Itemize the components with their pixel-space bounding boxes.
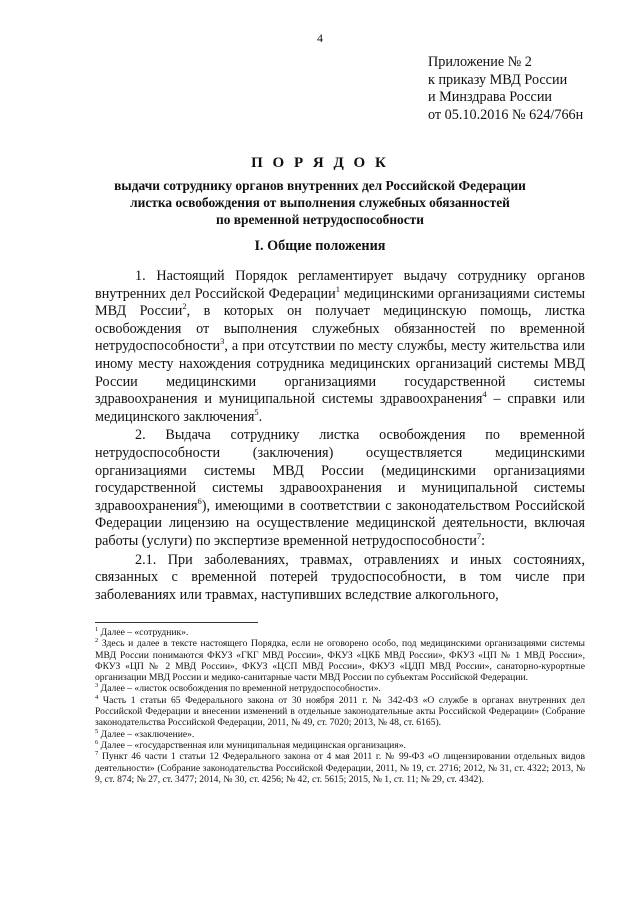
appendix-line: Приложение № 2 [428,54,532,70]
subtitle-line: выдачи сотруднику органов внутренних дел Российской Федерации [114,178,526,193]
footnote-ref: 6 [197,495,202,506]
footnote [95,740,585,751]
text-run: , в которых он получает медицинскую помощь, листка освобождения от выполнения служебных обязанностей по временной нетрудоспособности [95,303,585,355]
subtitle-line: по временной нетрудоспособности [216,212,424,227]
footnote-number: 4 [95,693,99,701]
text-run: – справки или медицинского заключения [95,391,586,425]
text-run: . [258,408,263,425]
footnote-text: Здесь и далее в тексте настоящего Порядка, если не оговорено особо, под медицинскими организациями системы МВД России понимаются ФКУЗ «ГКГ МВД России», ФКУЗ «ЦКБ МВД России», ФКУЗ «ЦП № 1 МВД России», ФКУЗ «ЦП № 2 МВД России», ФКУЗ «ЦСП МВД России», ФКУЗ «ЦДП МВД России», санаторно-курортные организации МВД России и медико-санитарные части МВД России по субъектам Российской Федерации. [95,638,585,684]
text-run: : [481,532,486,549]
appendix-line: от 05.10.2016 № 624/766н [428,106,584,123]
document-title: П О Р Я Д О К [251,155,389,171]
footnote-ref: 7 [476,530,482,541]
footnote-text: Пункт 46 части 1 статьи 12 Федерального закона от 4 мая 2011 г. № 99-ФЗ «О лицензировании отдельных видов деятельности» (Собрание законодательства Российской Федерации, 2011, № 19, ст. 2716; 2012, № 31, ст. 4322; 2013, № 9, ст. 874; № 27, ст. 3477; 2014, № 30, ст. 4256; № 42, ст. 5615; 2015, № 1, ст. 11; № 29, ст. 4342). [95,751,585,785]
appendix-line: и Минздрава России [428,89,553,106]
footnote-ref: 4 [482,389,487,400]
paragraph-3: 2.1. При заболеваниях, травмах, отравлениях и иных состояниях, связанных с временной потерей трудоспособности, в том числе при заболеваниях или травмах, наступивших вследствие алкогольного, [95,551,585,603]
footnote-text: Часть 1 статьи 65 Федерального закона от 30 ноября 2011 г. № 342-ФЗ «О службе в органах внутренних дел Российской Федерации и внесении изменений в отдельные законодательные акты Российской Федерации» (Собрание законодательства Российской Федерации, 2011, № 49, ст. 7020; 2013, № 48, ст. 6165). [95,694,585,729]
section-heading: I. Общие положения [254,238,386,254]
footnote-number: 7 [95,750,99,758]
subtitle-line: листка освобождения от выполнения служебных обязанностей [130,195,510,210]
page-number: 4 [317,31,323,45]
appendix-block [428,54,583,124]
text-run: , а при отсутствии по месту службы, месту жительства или иному месту нахождения сотрудника медицинских организаций системы МВД России медицинскими организациями государственной системы здравоохранения и муниципальной системы здравоохранения [95,338,585,408]
paragraph-2 [95,427,585,550]
main-text [95,268,585,604]
footnote [95,638,585,683]
footnote-text: Далее – «заключение». [98,728,195,740]
footnote-number: 2 [95,637,99,645]
footnote-text: Далее – «листок освобождения по временной нетрудоспособности». [98,683,381,695]
footnote-number: 5 [95,727,99,735]
footnote-text: Далее – «сотрудник». [98,627,189,638]
text-run: 2. Выдача сотруднику листка освобождения по временной нетрудоспособности (заключения) осуществляется медицинскими организациями системы МВД России (медицинскими организациями государственной системы здравоохранения и муниципальной системы здравоохранения [95,427,585,514]
text-run: медицинскими организациями системы МВД России [95,285,585,320]
footnote-number: 1 [95,626,99,633]
footnote [95,627,585,638]
footnote-number: 6 [95,738,99,746]
paragraph-1 [95,268,585,426]
footnote-ref: 2 [182,301,187,312]
footnote [95,729,585,740]
footnote [95,683,585,694]
footnotes [95,627,585,785]
document-subtitle [90,177,550,228]
footnote-ref: 1 [335,283,340,294]
footnote-ref: 3 [220,336,225,347]
footnote-separator [95,622,258,623]
footnote [95,751,585,785]
appendix-line: к приказу МВД России [428,71,568,88]
footnote-ref: 5 [254,406,259,417]
footnote-text: Далее – «государственная или муниципальная медицинская организация». [98,739,406,751]
text-run: 1. Настоящий Порядок регламентирует выдачу сотруднику органов внутренних дел Российской Федерации [95,268,585,302]
footnote-number: 3 [95,682,99,690]
footnote [95,695,585,729]
text-run: ), имеющими в соответствии с законодательством Российской Федерации лицензию на осуществление медицинской деятельности, включая работы (услуги) по экспертизе временной нетрудоспособности [95,497,585,549]
